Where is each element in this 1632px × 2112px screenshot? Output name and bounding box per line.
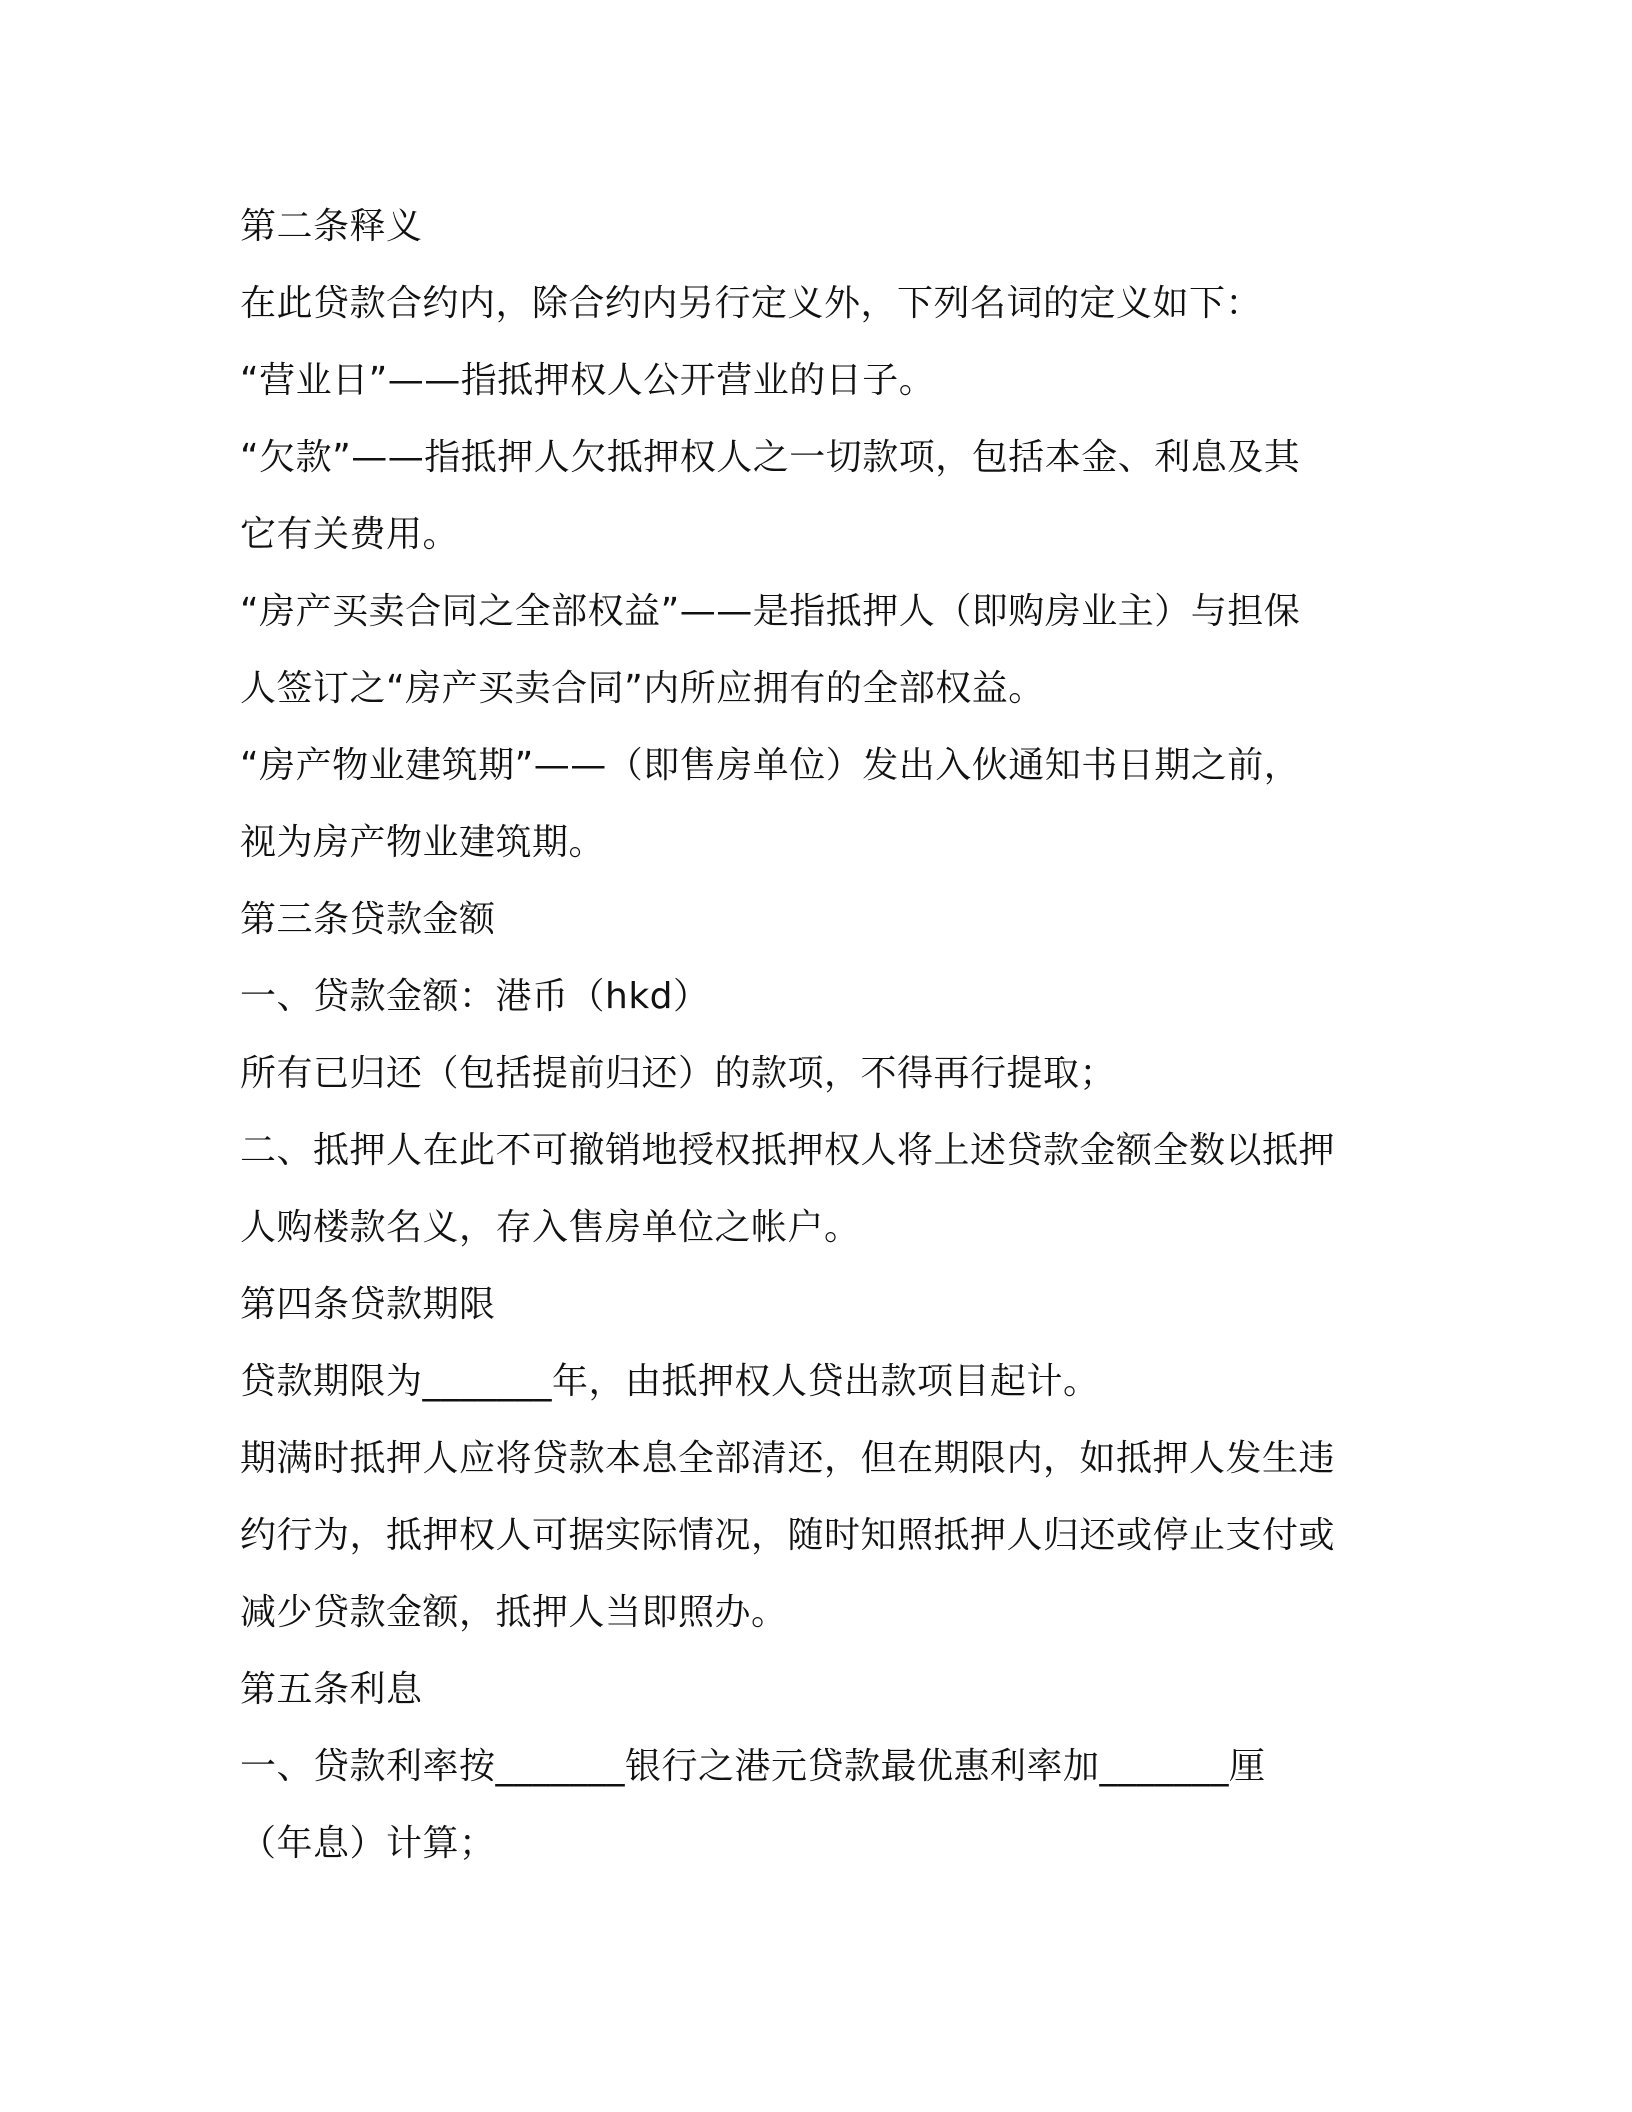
- clause-loan-amount: 一、贷款金额：港币（hkd）: [240, 976, 710, 1017]
- definition-contract-rights: “房产买卖合同之全部权益”——是指抵押人（即购房业主）与担保: [240, 591, 1301, 632]
- section-heading-article-4: 第四条贷款期限: [240, 1284, 496, 1325]
- section-heading-article-5: 第五条利息: [240, 1669, 423, 1710]
- paragraph-line: （年息）计算；: [240, 1823, 496, 1864]
- paragraph-line: 所有已归还（包括提前归还）的款项，不得再行提取；: [240, 1053, 1117, 1094]
- section-heading-article-3: 第三条贷款金额: [240, 899, 496, 940]
- paragraph-line: 在此贷款合约内，除合约内另行定义外，下列名词的定义如下：: [240, 283, 1263, 324]
- paragraph-line: 人签订之“房产买卖合同”内所应拥有的全部权益。: [240, 668, 1045, 709]
- clause-authorization: 二、抵押人在此不可撤销地授权抵押权人将上述贷款金额全数以抵押: [240, 1130, 1336, 1171]
- definition-construction-period: “房产物业建筑期”——（即售房单位）发出入伙通知书日期之前，: [240, 745, 1301, 786]
- clause-interest-rate: 一、贷款利率按_______银行之港元贷款最优惠利率加_______厘: [240, 1746, 1266, 1787]
- paragraph-line: 约行为，抵押权人可据实际情况，随时知照抵押人归还或停止支付或: [240, 1515, 1336, 1556]
- paragraph-line: 视为房产物业建筑期。: [240, 822, 606, 863]
- paragraph-line: 减少贷款金额，抵押人当即照办。: [240, 1592, 788, 1633]
- section-heading-article-2: 第二条释义: [240, 206, 423, 247]
- definition-debt: “欠款”——指抵押人欠抵押权人之一切款项，包括本金、利息及其: [240, 437, 1301, 478]
- paragraph-line: 期满时抵押人应将贷款本息全部清还，但在期限内，如抵押人发生违: [240, 1438, 1336, 1479]
- clause-loan-term: 贷款期限为_______年，由抵押权人贷出款项目起计。: [240, 1361, 1100, 1402]
- definition-business-day: “营业日”——指抵押权人公开营业的日子。: [240, 360, 936, 401]
- paragraph-line: 它有关费用。: [240, 514, 460, 555]
- document-body: [240, 188, 1360, 1882]
- paragraph-line: 人购楼款名义，存入售房单位之帐户。: [240, 1207, 861, 1248]
